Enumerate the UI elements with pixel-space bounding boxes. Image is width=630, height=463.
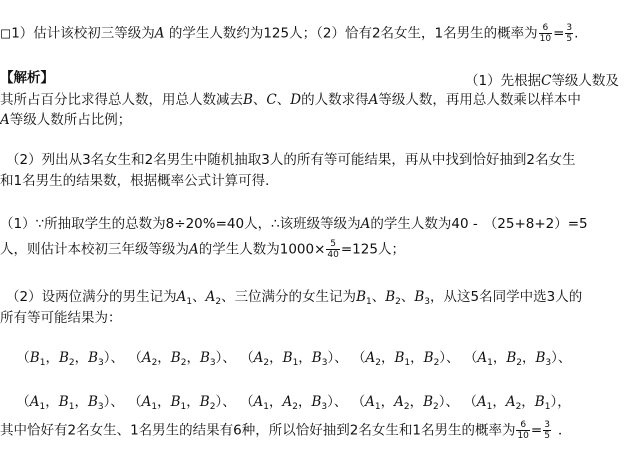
- outcome-a1a2b1: （$A_1$，$A_2$，$B_1$）: [463, 394, 558, 412]
- analysis-part2-line2: 和1名男生的结果数，根据概率公式计算可得．: [0, 173, 279, 189]
- conclusion-line: 其中恰好有2名女生、1名男生的结果有6种，所以恰好抽到2名女生和1名男生的概率为 $\frac{6}{10}$ = $\frac{3}{5}$ ．: [0, 420, 572, 441]
- fraction-6-10: $\frac{6}{10}$: [539, 23, 552, 44]
- calc-line-2: 人，则估计本校初三年级等级为A的学生人数为1000× $\frac{5}{40}$ =125人；: [0, 239, 405, 260]
- calc-line-4: 所有等可能结果为：: [0, 310, 122, 326]
- outcome-a1b1b3: （$A_1$，$B_1$，$B_3$）: [16, 394, 111, 412]
- outcome-a2b2b3: （$A_2$，$B_2$，$B_3$）: [128, 350, 223, 368]
- analysis-intro: （1）先根据C等级人数及: [465, 73, 619, 89]
- outcome-a2b1b3: （$A_2$，$B_1$，$B_3$）: [240, 350, 335, 368]
- calc-line-1: （1）∵所抽取学生的总数为8÷20%=40人，∴该班级等级为A的学生人数为40 - （25+8+2）=5: [0, 216, 588, 232]
- analysis-part2-line1: （2）列出从3名女生和2名男生中随机抽取3人的所有等可能结果，再从中找到恰好抽到2名女生: [6, 152, 576, 168]
- outcome-a2b1b2: （$A_2$，$B_1$，$B_2$）: [352, 350, 447, 368]
- fraction-5-40: $\frac{5}{40}$: [327, 239, 339, 260]
- fraction-3-5: $\frac{3}{5}$: [566, 23, 573, 44]
- period: .: [574, 25, 579, 42]
- analysis-header-line: [0, 69, 619, 89]
- calc-line-3: （2）设两位满分的男生记为$A_1$、$A_2$、三位满分的女生记为$B_1$、$B_2$、$B_3$，从这5名同学中选3人的: [6, 289, 583, 307]
- fraction-3-5-final: $\frac{3}{5}$: [544, 420, 550, 441]
- analysis-line-2: 其所占百分比求得总人数，用总人数减去B、C、D的人数求得A等级人数，再用总人数乘以样本中: [0, 92, 581, 108]
- outcomes-row-2: （$A_1$，$B_1$，$B_3$）、 （$A_1$，$B_1$，$B_2$）、 （$A_1$，$A_2$，$B_3$）、 （$A_1$，$A_2$，$B_2$）、 （$A_1$，$A_2$，$B_1$），: [16, 394, 571, 412]
- answer-line-1: [0, 23, 578, 44]
- outcomes-row-1: （$B_1$，$B_2$，$B_3$）、 （$A_2$，$B_2$，$B_3$）、 （$A_2$，$B_1$，$B_3$）、 （$A_2$，$B_1$，$B_2$）、 （$A_1$，$B_2$，$B_3$）、: [16, 350, 572, 368]
- outcome-a1b2b3: （$A_1$，$B_2$，$B_3$）: [463, 350, 558, 368]
- outcome-a1b1b2: （$A_1$，$B_1$，$B_2$）: [128, 394, 223, 412]
- grade-a-var: A: [154, 25, 165, 42]
- outcome-a1a2b2: （$A_1$，$A_2$，$B_2$）: [351, 394, 446, 412]
- outcome-a1a2b3: （$A_1$，$A_2$，$B_3$）: [239, 394, 334, 412]
- answer-text-a: ◻1）估计该校初三等级为: [0, 25, 155, 42]
- analysis-line-3: A等级人数所占比例；: [0, 112, 132, 128]
- equals-sign: =: [553, 25, 565, 42]
- outcome-b1b2b3: （$B_1$，$B_2$，$B_3$）: [16, 350, 111, 368]
- answer-text-b: 的学生人数约为125人；（2）恰有2名女生，1名男生的概率为: [164, 25, 538, 42]
- analysis-heading: 【解析】: [0, 70, 54, 86]
- fraction-6-10-final: $\frac{6}{10}$: [517, 420, 529, 441]
